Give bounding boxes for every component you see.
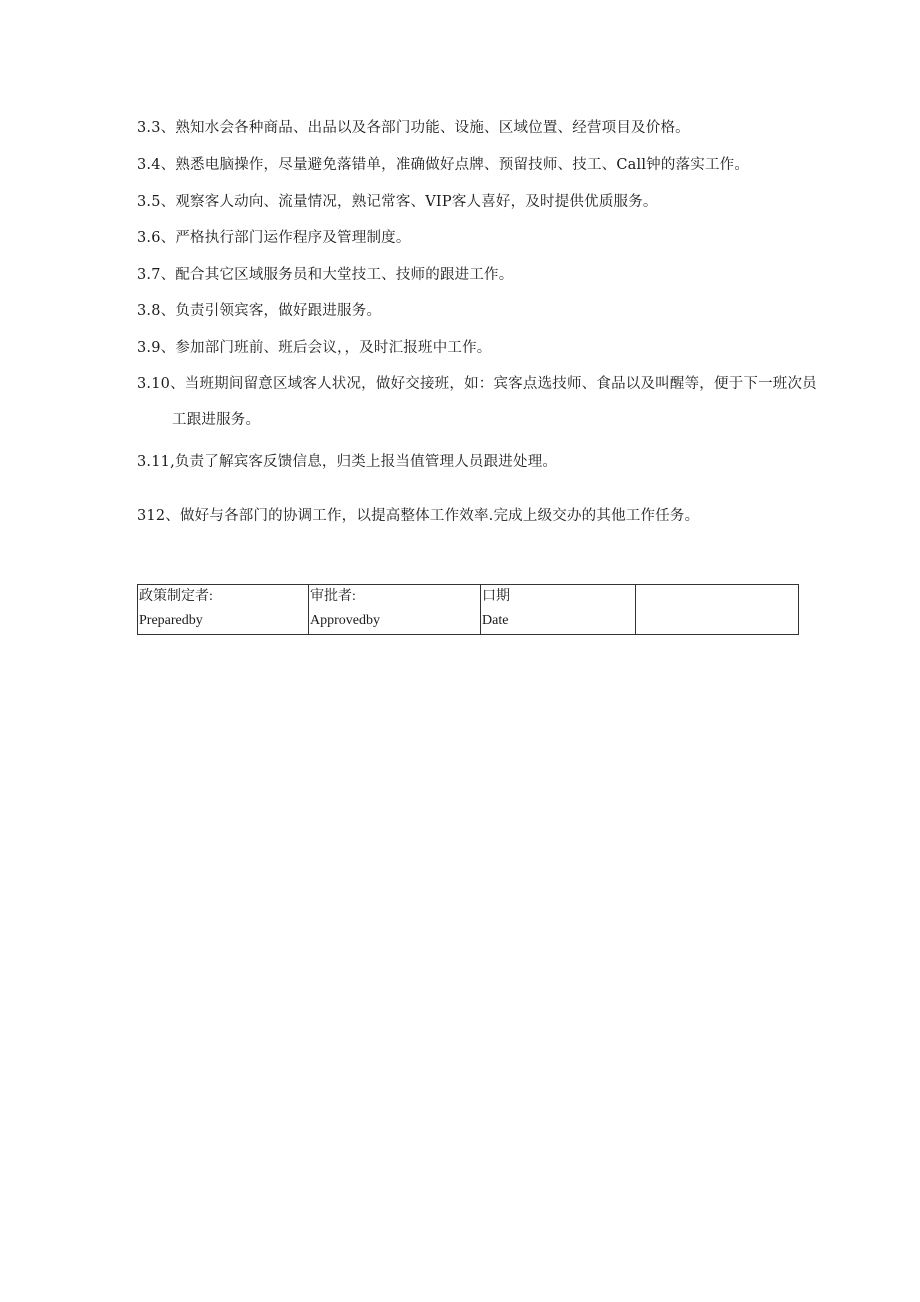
approved-by-cell	[309, 585, 481, 635]
duty-item-3-11: 3.11,负责了解宾客反馈信息，归类上报当值管理人员跟进处理。	[137, 454, 558, 470]
date-label-en: Date	[482, 613, 509, 628]
duty-item-3-3: 3.3、熟知水会各种商品、出品以及各部门功能、设施、区域位置、经营项目及价格。	[137, 120, 690, 136]
approved-by-label-en: Approvedby	[310, 613, 380, 628]
signature-row	[138, 585, 799, 635]
duty-item-3-8: 3.8、负责引领宾客，做好跟进服务。	[137, 303, 382, 319]
duty-item-3-10: 3.10、当班期间留意区域客人状况，做好交接班，如：宾客点选技师、食品以及叫醒等，便于下一班次员	[137, 376, 817, 392]
prepared-by-label-en: Preparedby	[139, 613, 203, 628]
duty-item-3-4: 3.4、熟悉电脑操作，尽量避免落错单，准确做好点牌、预留技师、技工、Call钟的落实工作。	[137, 157, 750, 173]
approved-by-label-cn: 审批者:	[310, 589, 356, 604]
blank-cell	[636, 585, 799, 635]
date-cell	[481, 585, 636, 635]
duty-item-3-12: 312、做好与各部门的协调工作，以提高整体工作效率.完成上级交办的其他工作任务。	[137, 508, 700, 524]
duty-item-3-5: 3.5、观察客人动向、流量情况，熟记常客、VIP客人喜好，及时提供优质服务。	[137, 194, 658, 210]
signature-table	[137, 584, 799, 635]
prepared-by-cell	[138, 585, 309, 635]
duty-item-3-10-continuation: 工跟进服务。	[172, 412, 261, 428]
date-label-cn: 口期	[482, 589, 510, 604]
duty-item-3-7: 3.7、配合其它区域服务员和大堂技工、技师的跟进工作。	[137, 267, 514, 283]
duty-item-3-9: 3.9、参加部门班前、班后会议，，及时汇报班中工作。	[137, 340, 492, 356]
prepared-by-label-cn: 政策制定者:	[139, 589, 213, 604]
duty-item-3-6: 3.6、严格执行部门运作程序及管理制度。	[137, 230, 411, 246]
